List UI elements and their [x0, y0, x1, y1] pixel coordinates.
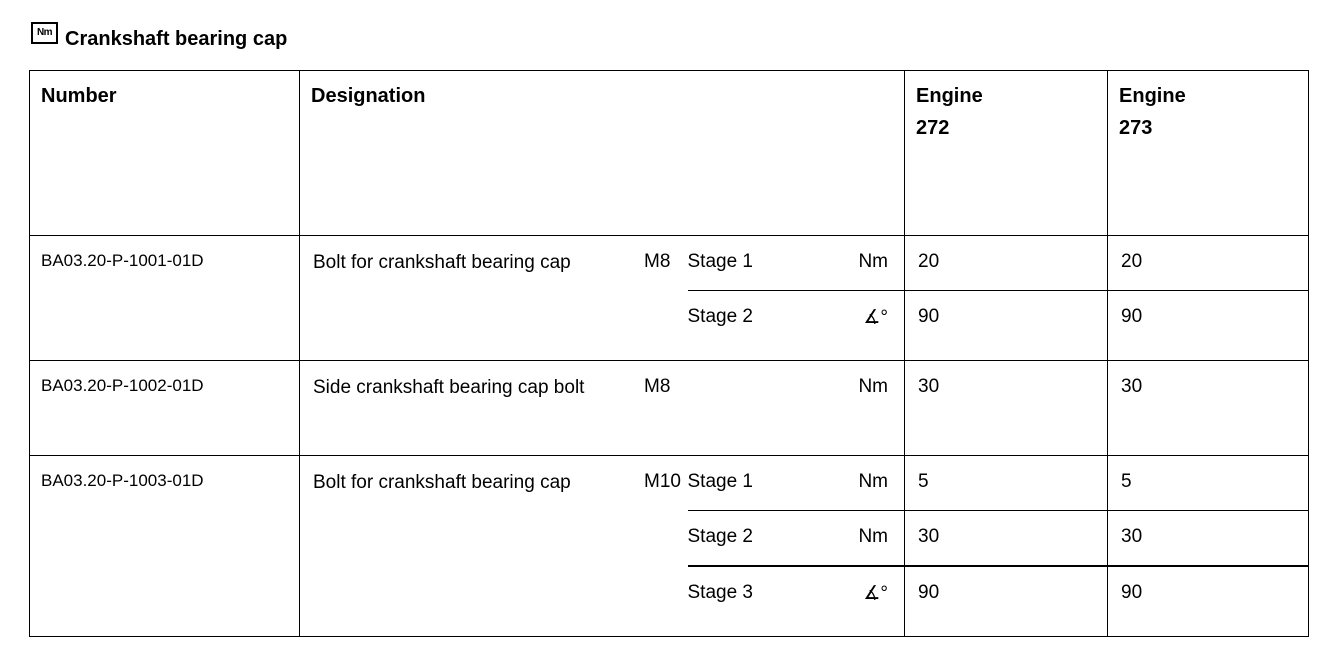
value-engine-272: 30: [905, 361, 1108, 456]
designation-text: Bolt for crankshaft bearing cap: [313, 472, 571, 493]
stage-label: Stage 1: [688, 456, 833, 511]
value-engine-272: 5: [905, 456, 1108, 511]
value-engine-273: 30: [1108, 511, 1309, 566]
title-text: Crankshaft bearing cap: [65, 27, 288, 50]
row-designation: [300, 456, 688, 637]
table-row: [30, 361, 1309, 456]
header-designation: Designation: [300, 71, 905, 236]
header-engine-273: [1108, 71, 1309, 236]
row-number: BA03.20-P-1003-01D: [30, 456, 300, 637]
thread-size: M10: [644, 471, 681, 492]
stage-label: Stage 3: [688, 566, 833, 637]
header-row: [30, 71, 1309, 236]
angle-unit-icon: ∡°: [833, 291, 905, 361]
page-title: [31, 22, 287, 56]
angle-unit-icon: ∡°: [833, 566, 905, 637]
value-engine-273: 5: [1108, 456, 1309, 511]
value-engine-272: 90: [905, 566, 1108, 637]
header-engine-272-line1: Engine: [916, 85, 983, 107]
table-row: [30, 236, 1309, 291]
header-number: Number: [30, 71, 300, 236]
value-engine-273: 90: [1108, 566, 1309, 637]
header-engine-272-line2: 272: [916, 117, 950, 139]
value-engine-272: 30: [905, 511, 1108, 566]
designation-text: Bolt for crankshaft bearing cap: [313, 252, 571, 273]
designation-text: Side crankshaft bearing cap bolt: [313, 377, 585, 398]
value-engine-273: 90: [1108, 291, 1309, 361]
unit-label: Nm: [833, 456, 905, 511]
value-engine-273: 30: [1108, 361, 1309, 456]
unit-label: Nm: [833, 361, 905, 456]
stage-label: Stage 1: [688, 236, 833, 291]
row-designation: [300, 361, 688, 456]
value-engine-272: 20: [905, 236, 1108, 291]
torque-spec-table: [29, 70, 1309, 637]
unit-label: Nm: [833, 511, 905, 566]
header-engine-273-line2: 273: [1119, 117, 1153, 139]
stage-label: Stage 2: [688, 291, 833, 361]
header-engine-273-line1: Engine: [1119, 85, 1186, 107]
thread-size: M8: [644, 251, 671, 272]
stage-label: [688, 361, 833, 456]
row-number: BA03.20-P-1002-01D: [30, 361, 300, 456]
row-designation: [300, 236, 688, 361]
table-row: [30, 456, 1309, 511]
value-engine-273: 20: [1108, 236, 1309, 291]
header-engine-272: [905, 71, 1108, 236]
unit-label: Nm: [833, 236, 905, 291]
stage-label: Stage 2: [688, 511, 833, 566]
value-engine-272: 90: [905, 291, 1108, 361]
row-number: BA03.20-P-1001-01D: [30, 236, 300, 361]
thread-size: M8: [644, 376, 671, 397]
torque-nm-icon: Nm: [31, 22, 58, 44]
